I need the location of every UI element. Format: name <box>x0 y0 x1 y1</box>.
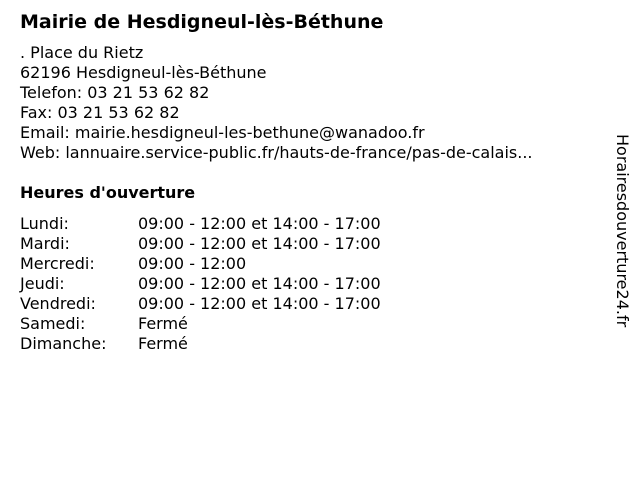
page-title: Mairie de Hesdigneul-lès-Béthune <box>20 11 384 33</box>
day-label: Dimanche: <box>20 334 107 353</box>
day-label: Lundi: <box>20 214 69 233</box>
day-label: Jeudi: <box>20 274 65 293</box>
address-line-1: . Place du Rietz <box>20 43 144 62</box>
web-text: Web: lannuaire.service-public.fr/hauts-de-france/pas-de-calais... <box>20 143 533 162</box>
day-label: Mardi: <box>20 234 70 253</box>
day-label: Mercredi: <box>20 254 95 273</box>
time-value: 09:00 - 12:00 et 14:00 - 17:00 <box>138 274 381 293</box>
time-value: 09:00 - 12:00 et 14:00 - 17:00 <box>138 214 381 233</box>
day-label: Vendredi: <box>20 294 96 313</box>
time-value: 09:00 - 12:00 <box>138 254 247 273</box>
fax-text: Fax: 03 21 53 62 82 <box>20 103 180 122</box>
time-value: Fermé <box>138 314 188 333</box>
time-value: Fermé <box>138 334 188 353</box>
site-watermark: Horairesdouverture24.fr <box>613 134 632 328</box>
address-line-2: 62196 Hesdigneul-lès-Béthune <box>20 63 267 82</box>
email-text: Email: mairie.hesdigneul-les-bethune@wanadoo.fr <box>20 123 425 142</box>
day-label: Samedi: <box>20 314 86 333</box>
contact-info <box>20 43 533 163</box>
opening-hours-heading: Heures d'ouverture <box>20 183 196 202</box>
phone-text: Telefon: 03 21 53 62 82 <box>20 83 210 102</box>
time-value: 09:00 - 12:00 et 14:00 - 17:00 <box>138 294 381 313</box>
time-value: 09:00 - 12:00 et 14:00 - 17:00 <box>138 234 381 253</box>
